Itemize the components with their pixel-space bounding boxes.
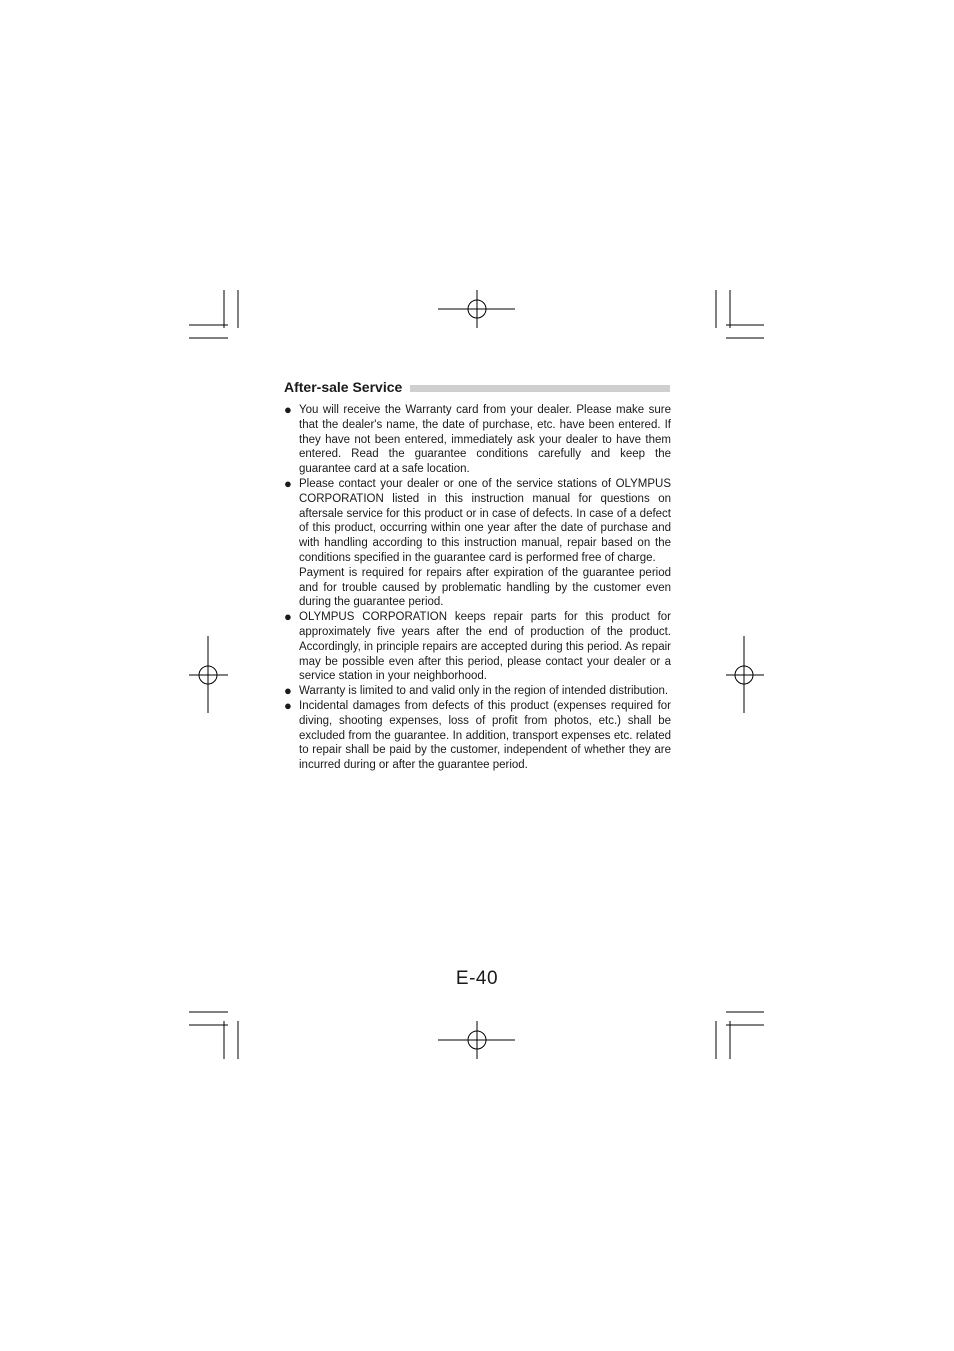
- title-rule-bar: [410, 385, 670, 392]
- item-text: Incidental damages from defects of this product (expenses required for diving, shooting expenses, loss of profit from photos, etc.) shall be excluded from the guarantee. In addition, transport expenses etc. related to repair shall be paid by the customer, independent of whether they are incurred during or after the guarantee period.: [299, 699, 671, 772]
- bullet-icon: ●: [284, 402, 292, 417]
- service-list: [284, 403, 671, 773]
- list-item: [284, 699, 671, 773]
- bullet-icon: ●: [284, 697, 292, 713]
- page-number: E-40: [455, 968, 499, 989]
- item-text: Warranty is limited to and valid only in the region of intended distribution.: [299, 685, 669, 698]
- list-item: [284, 477, 671, 610]
- item-text: Please contact your dealer or one of the service stations of OLYMPUS CORPORATION listed in this instruction manual for questions on aftersale service for this product or in case of defects. In case of a defect of this product, occurring within one year after the date of purchase and with handling according to this instruction manual, repair based on the conditions specified in the guarantee card is performed free of charge.: [299, 477, 671, 564]
- list-item: [284, 403, 671, 477]
- bullet-icon: ●: [284, 609, 292, 625]
- list-item: [284, 610, 671, 684]
- item-text: You will receive the Warranty card from your dealer. Please make sure that the dealer's name, the date of purchase, etc. have been entered. If they have not been entered, immediately ask your dealer to have them entered. Read the guarantee conditions carefully and keep the guarantee card at a safe location.: [299, 404, 671, 476]
- item-text-continued: Payment is required for repairs after expiration of the guarantee period and for trouble caused by problematic handling by the customer even during the guarantee period.: [299, 566, 671, 609]
- section-title: After-sale Service: [284, 379, 403, 395]
- item-text: OLYMPUS CORPORATION keeps repair parts for this product for approximately five years after the end of production of the product. Accordingly, in principle repairs are accepted during this period. As repair may be possible even after this period, please contact your dealer or a service station in your neighborhood.: [299, 611, 671, 683]
- section-heading: [284, 379, 670, 395]
- bullet-icon: ●: [284, 683, 292, 699]
- bullet-icon: ●: [284, 475, 292, 491]
- list-item: [284, 684, 671, 699]
